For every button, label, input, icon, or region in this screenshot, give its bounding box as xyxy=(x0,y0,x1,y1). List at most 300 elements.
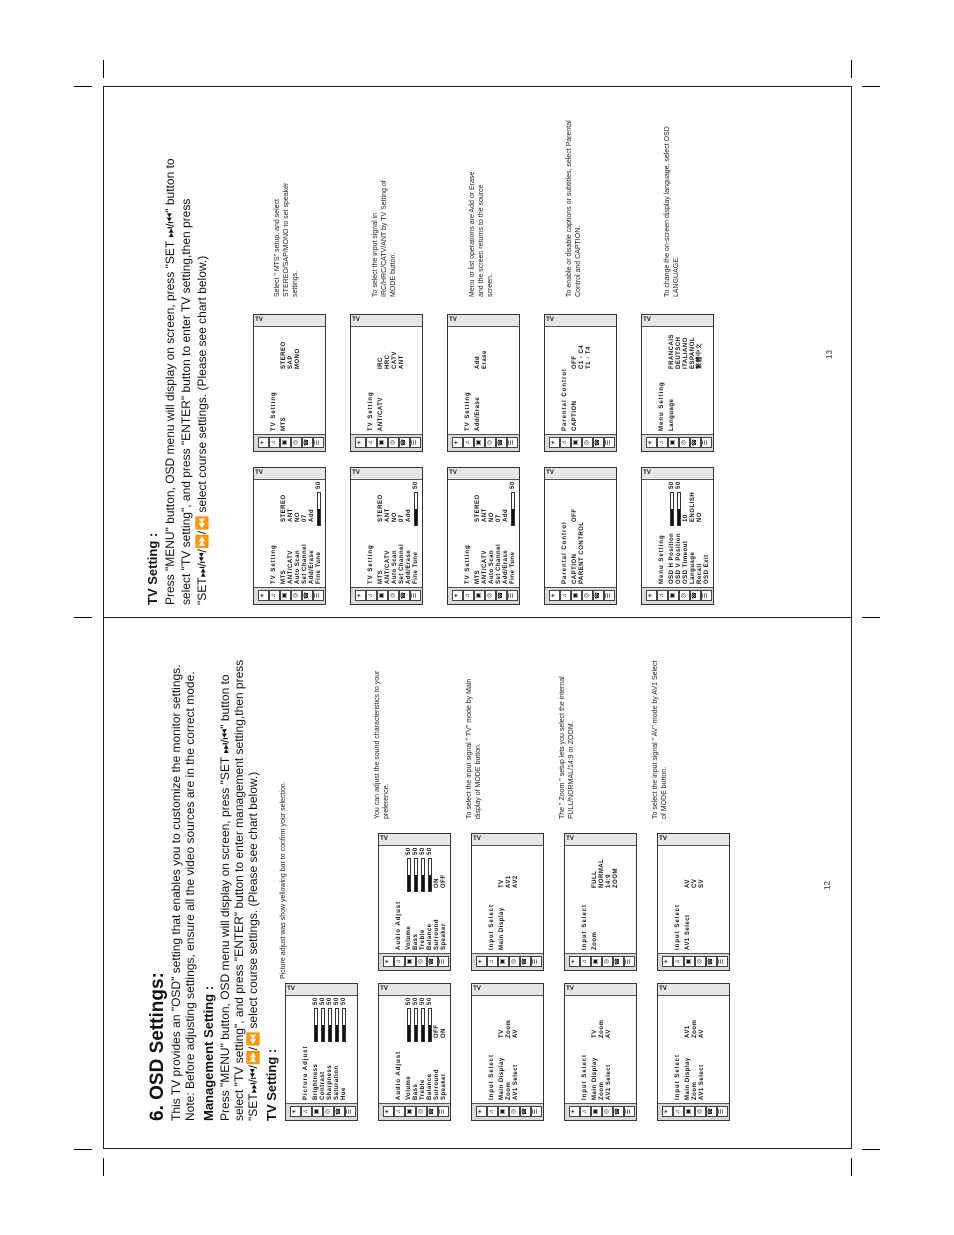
osd-row-label: Language xyxy=(669,398,675,431)
osd-row-label: Speaker xyxy=(441,1073,447,1100)
osd-row-value: OFF xyxy=(441,874,447,888)
osd-menu-icon: ☰ xyxy=(507,590,518,601)
osd-menu-icon: ◎ xyxy=(582,437,593,448)
osd-row xyxy=(496,480,503,584)
osd-row-value: Zoom xyxy=(692,1019,698,1038)
rotated-spread xyxy=(103,86,852,1149)
osd-row xyxy=(506,996,513,1100)
osd-row xyxy=(281,327,288,431)
osd-menu-icon: ☀ xyxy=(646,590,657,601)
osd-row xyxy=(295,480,302,584)
osd-icon-bar xyxy=(658,1103,729,1120)
osd-row-value: AV xyxy=(685,879,691,888)
osd-footer-bar xyxy=(565,984,636,996)
osd-menu-icon: ☎ xyxy=(593,590,604,601)
osd-row xyxy=(699,846,706,950)
osd-title: TV Setting xyxy=(368,544,374,584)
tv-text-1: Press "MENU" button, OSD menu will display on screen, press "SET ⏭/⏮" button to xyxy=(163,158,177,605)
osd-level-bar xyxy=(321,1008,325,1042)
osd-row xyxy=(685,996,692,1100)
osd-menu-icon: ☀ xyxy=(662,956,673,967)
osd-level-fill xyxy=(343,1025,345,1041)
osd-row-value: AV2 xyxy=(513,875,519,888)
osd-row-value: 50 xyxy=(406,847,412,855)
osd-footer-label: TV xyxy=(643,469,651,476)
osd-row-label: ANT/CATV xyxy=(378,397,384,431)
osd-menu-icon: ♫ xyxy=(487,1106,498,1117)
osd-row-value: ANT xyxy=(385,508,391,522)
osd-icon-bar xyxy=(254,587,325,604)
osd-row xyxy=(313,996,320,1100)
osd-row xyxy=(482,327,489,431)
osd-icon-bar xyxy=(379,953,450,970)
osd-row-value: ZOOM xyxy=(613,868,619,888)
osd-row-value: 50 xyxy=(406,997,412,1005)
note-picture: Picture adjust was show yellowing bar to confirm your selection. xyxy=(280,781,287,979)
osd-row-value: Zoom xyxy=(506,1019,512,1038)
osd-menu-icon: ◎ xyxy=(679,590,690,601)
osd-row-label: OSD H Position xyxy=(669,532,675,584)
osd-row-label: Volume xyxy=(406,1075,412,1100)
osd-icon-bar xyxy=(642,587,713,604)
osd-menu-icon: ◎ xyxy=(582,590,593,601)
osd-footer-bar xyxy=(658,834,729,846)
osd-row-label: MTS xyxy=(281,569,287,584)
osd-menu-icon: ♫ xyxy=(366,437,377,448)
osd-menu-icon: ◎ xyxy=(509,1106,520,1117)
osd-level-fill xyxy=(315,1025,317,1041)
osd-menu-icon: ☀ xyxy=(258,437,269,448)
osd-row xyxy=(413,846,420,950)
osd-level-bar xyxy=(428,858,432,892)
osd-icon-bar xyxy=(254,434,325,451)
osd-row-value: 50 xyxy=(427,997,433,1005)
osd-icon-bar xyxy=(642,434,713,451)
osd-menu-icon: ☎ xyxy=(427,956,438,967)
osd-row-value: 50 xyxy=(413,997,419,1005)
osd-row-label: Fine Tune xyxy=(510,551,516,584)
osd-menu-icon: ◎ xyxy=(485,590,496,601)
osd-title: TV Setting xyxy=(465,391,471,431)
osd-menu-icon: ♫ xyxy=(657,437,668,448)
osd-menu-icon: ▣ xyxy=(668,437,679,448)
osd-row-value: ITALIANO xyxy=(683,337,689,369)
osd-row xyxy=(592,846,599,950)
osd-footer-bar xyxy=(642,468,713,480)
osd-row-label: Zoom xyxy=(599,1081,605,1100)
osd-row xyxy=(572,480,579,584)
osd-level-fill xyxy=(415,1025,417,1041)
osd-menu-icon: ♫ xyxy=(560,437,571,448)
osd-level-fill xyxy=(512,509,514,525)
osd-footer-label: TV xyxy=(659,835,667,842)
osd-row xyxy=(295,327,302,431)
osd-row-label: ANT/CATV xyxy=(288,550,294,584)
osd-level-bar xyxy=(677,492,681,526)
osd-menu-icon: ♫ xyxy=(269,437,280,448)
intro-line-1: This TV provides an "OSD" setting that enables you to customize the monitor settings. xyxy=(169,664,183,1121)
osd-footer-label: TV xyxy=(287,985,295,992)
osd-row-value: STEREO xyxy=(475,494,481,522)
osd-row-value: 50 xyxy=(510,481,516,489)
osd-menu-icon: ◎ xyxy=(602,956,613,967)
osd-row xyxy=(699,996,706,1100)
osd-menu-icon: ▣ xyxy=(684,956,695,967)
osd-menu-icon: ☰ xyxy=(410,590,421,601)
osd-menu-icon: ☎ xyxy=(302,437,313,448)
osd-row-value: AV1 xyxy=(685,1025,691,1038)
osd-footer-label: TV xyxy=(659,985,667,992)
osd-level-fill xyxy=(408,875,410,891)
osd-footer-bar xyxy=(565,834,636,846)
osd-menu-screen xyxy=(641,314,714,452)
osd-row xyxy=(513,996,520,1100)
osd-icon-bar xyxy=(658,953,729,970)
osd-menu-screen xyxy=(471,833,544,971)
osd-row-value: 07 xyxy=(302,514,308,522)
osd-menu-icon: ▣ xyxy=(591,1106,602,1117)
osd-menu-icon: ◎ xyxy=(509,956,520,967)
osd-row xyxy=(586,327,593,431)
osd-row-value: 10 xyxy=(683,514,689,522)
osd-menu-icon: ◎ xyxy=(416,1106,427,1117)
osd-row xyxy=(341,996,348,1100)
osd-row-label: Zoom xyxy=(506,1081,512,1100)
osd-row-label: Main Display xyxy=(685,1057,691,1100)
osd-row-value: 50 xyxy=(420,847,426,855)
osd-row-label: Main Display xyxy=(499,1057,505,1100)
osd-menu-icon: ☰ xyxy=(313,590,324,601)
osd-row xyxy=(676,480,683,584)
osd-level-fill xyxy=(429,1025,431,1041)
osd-level-fill xyxy=(422,1025,424,1041)
osd-menu-icon: ☀ xyxy=(646,437,657,448)
osd-row-label: AV1 Select xyxy=(685,914,691,950)
osd-row-label: AV1 Select xyxy=(513,1064,519,1100)
osd-level-bar xyxy=(421,1008,425,1042)
osd-icon-bar xyxy=(351,587,422,604)
osd-level-fill xyxy=(329,1025,331,1041)
osd-level-bar xyxy=(511,492,515,526)
osd-menu-icon: ♫ xyxy=(487,956,498,967)
osd-menu-icon: ☰ xyxy=(313,437,324,448)
osd-row-value: NO xyxy=(392,512,398,522)
osd-menu-icon: ☰ xyxy=(531,1106,542,1117)
osd-row xyxy=(288,480,295,584)
osd-menu-icon: ☰ xyxy=(345,1106,356,1117)
osd-menu-icon: ☀ xyxy=(258,590,269,601)
osd-menu-icon: ☎ xyxy=(496,437,507,448)
osd-icon-bar xyxy=(286,1103,357,1120)
osd-menu-icon: ▣ xyxy=(571,590,582,601)
osd-menu-icon: ☰ xyxy=(717,956,728,967)
note-input: To select the input signal " TV" mode by Main display of MODE button. xyxy=(466,678,482,819)
osd-row xyxy=(513,846,520,950)
osd-menu-icon: ☎ xyxy=(496,590,507,601)
osd-row-value: ENGLISH xyxy=(690,491,696,522)
osd-row-value: NORMAL xyxy=(599,858,605,888)
osd-menu-icon: ♫ xyxy=(560,590,571,601)
osd-footer-label: TV xyxy=(566,985,574,992)
osd-menu-screen xyxy=(378,833,451,971)
osd-row-label: Fine Tune xyxy=(316,551,322,584)
osd-row-label: MTS xyxy=(378,569,384,584)
crop-mark xyxy=(862,617,880,618)
osd-row-label: Zoom xyxy=(692,1081,698,1100)
osd-menu-icon: ☀ xyxy=(549,590,560,601)
osd-menu-icon: ☰ xyxy=(604,590,615,601)
osd-row-value: 50 xyxy=(313,997,319,1005)
osd-title: Input Select xyxy=(489,1053,495,1100)
osd-menu-icon: ♫ xyxy=(301,1106,312,1117)
osd-row-value: OFF xyxy=(434,1024,440,1038)
osd-title: Parental Control xyxy=(562,521,568,584)
osd-icon-bar xyxy=(351,434,422,451)
osd-row xyxy=(434,996,441,1100)
osd-menu-icon: ▣ xyxy=(474,437,485,448)
osd-footer-label: TV xyxy=(449,469,457,476)
osd-row-value: AV1 xyxy=(506,875,512,888)
osd-row-label: Saturation xyxy=(334,1065,340,1100)
osd-footer-label: TV xyxy=(643,316,651,323)
osd-row-label: Set Channel xyxy=(302,543,308,584)
osd-menu-icon: ☎ xyxy=(302,590,313,601)
note-audio: You can adjust the sound characteristics to your preference. xyxy=(374,670,390,819)
osd-row-label: Brightness xyxy=(313,1063,319,1100)
osd-row-value: AV xyxy=(699,1029,705,1038)
osd-row xyxy=(392,480,399,584)
osd-menu-screen xyxy=(657,983,730,1121)
osd-row xyxy=(579,480,586,584)
osd-row xyxy=(683,327,690,431)
osd-menu-icon: ◎ xyxy=(416,956,427,967)
osd-row xyxy=(692,846,699,950)
osd-row-label: Bass xyxy=(413,1083,419,1100)
osd-row xyxy=(499,846,506,950)
osd-menu-icon: ☎ xyxy=(399,590,410,601)
osd-menu-icon: ▣ xyxy=(312,1106,323,1117)
osd-level-fill xyxy=(415,875,417,891)
osd-row xyxy=(392,327,399,431)
osd-row-value: 50 xyxy=(413,481,419,489)
osd-row-value: OFF xyxy=(572,355,578,369)
osd-menu-screen xyxy=(564,833,637,971)
osd-level-bar xyxy=(342,1008,346,1042)
osd-row-label: CAPTION xyxy=(572,553,578,584)
osd-menu-icon: ▣ xyxy=(591,956,602,967)
note-adderase: Menu or list operations are Add or Erase and the screen returns to the source screen. xyxy=(469,171,494,297)
osd-title: Menu Setting xyxy=(659,381,665,431)
osd-title: TV Setting xyxy=(465,544,471,584)
osd-icon-bar xyxy=(565,953,636,970)
osd-level-fill xyxy=(322,1025,324,1041)
osd-menu-icon: ▣ xyxy=(668,590,679,601)
osd-row-label: Surround xyxy=(434,1069,440,1100)
osd-level-bar xyxy=(414,1008,418,1042)
osd-row xyxy=(579,327,586,431)
osd-level-bar xyxy=(314,1008,318,1042)
osd-level-bar xyxy=(407,858,411,892)
osd-row xyxy=(475,480,482,584)
crop-mark xyxy=(851,60,852,78)
osd-menu-screen xyxy=(447,467,520,605)
osd-row xyxy=(704,480,711,584)
osd-menu-icon: ◎ xyxy=(602,1106,613,1117)
osd-row-label: AV1 Select xyxy=(606,1064,612,1100)
osd-row xyxy=(685,846,692,950)
osd-row xyxy=(427,846,434,950)
note-mts: Select " MTS" setup, and select STEREO/SAP/MONO to set speaker settings. xyxy=(274,182,299,297)
osd-row-value: 50 xyxy=(334,997,340,1005)
osd-row-label: ANT/CATV xyxy=(385,550,391,584)
osd-menu-icon: ♫ xyxy=(580,1106,591,1117)
osd-menu-icon: ▣ xyxy=(498,956,509,967)
osd-level-bar xyxy=(414,858,418,892)
osd-footer-label: TV xyxy=(449,316,457,323)
osd-row-value: FULL xyxy=(592,870,598,888)
osd-row-label: Add/Erase xyxy=(309,549,315,584)
osd-row-label: AV1 Select xyxy=(699,1064,705,1100)
osd-menu-icon: ☎ xyxy=(520,1106,531,1117)
osd-footer-label: TV xyxy=(473,985,481,992)
osd-row-value: 50 xyxy=(427,847,433,855)
note-zoom: The " Zoom " setup lets you select the internal FULL/NORMAL/14:9 or ZOOM. xyxy=(559,676,575,819)
osd-row xyxy=(385,327,392,431)
osd-row xyxy=(683,480,690,584)
osd-level-bar xyxy=(407,1008,411,1042)
osd-row xyxy=(334,996,341,1100)
osd-row xyxy=(506,846,513,950)
osd-settings-heading: 6. OSD Settings: xyxy=(147,972,168,1121)
osd-menu-screen xyxy=(544,314,617,452)
note-antcatv: To select the input signal in IRC/HRC/CATV/ANT by TV Setting of MODE button. xyxy=(372,180,397,297)
osd-row-value: MONO xyxy=(295,348,301,369)
osd-row-value: 50 xyxy=(413,847,419,855)
osd-row-value: 50 xyxy=(316,481,322,489)
osd-title: TV Setting xyxy=(368,391,374,431)
osd-row xyxy=(697,327,704,431)
osd-footer-label: TV xyxy=(255,469,263,476)
osd-menu-screen xyxy=(564,983,637,1121)
osd-row xyxy=(606,846,613,950)
osd-row xyxy=(690,480,697,584)
osd-row-value: NO xyxy=(295,512,301,522)
osd-row xyxy=(413,480,420,584)
osd-row-value: OFF xyxy=(572,508,578,522)
osd-footer-bar xyxy=(642,315,713,327)
osd-row xyxy=(406,480,413,584)
osd-row-label: Balance xyxy=(427,1073,433,1100)
osd-footer-label: TV xyxy=(380,985,388,992)
osd-menu-icon: ☰ xyxy=(604,437,615,448)
osd-level-bar xyxy=(414,492,418,526)
osd-row xyxy=(592,996,599,1100)
osd-menu-icon: ▣ xyxy=(405,956,416,967)
osd-row xyxy=(599,996,606,1100)
osd-row-label: PARENT CONTROL xyxy=(579,521,585,584)
osd-footer-label: TV xyxy=(473,835,481,842)
osd-menu-icon: ☎ xyxy=(399,437,410,448)
osd-menu-icon: ☀ xyxy=(383,956,394,967)
osd-row-label: Speaker xyxy=(441,923,447,950)
osd-menu-icon: ◎ xyxy=(485,437,496,448)
osd-row-value: 14:9 xyxy=(606,873,612,888)
osd-row-label: Zoom xyxy=(592,931,598,950)
osd-row xyxy=(320,996,327,1100)
osd-menu-icon: ▣ xyxy=(280,590,291,601)
osd-row-value: Erase xyxy=(482,350,488,369)
osd-menu-icon: ☀ xyxy=(355,437,366,448)
crop-mark xyxy=(74,1149,92,1150)
osd-row-value: AV xyxy=(513,1029,519,1038)
osd-level-fill xyxy=(671,509,673,525)
osd-row xyxy=(489,480,496,584)
osd-menu-icon: ♫ xyxy=(673,956,684,967)
osd-menu-icon: ♫ xyxy=(463,590,474,601)
osd-menu-icon: ☰ xyxy=(701,590,712,601)
osd-menu-icon: ▣ xyxy=(498,1106,509,1117)
osd-row-label: Treble xyxy=(420,929,426,950)
osd-menu-icon: ☎ xyxy=(690,590,701,601)
osd-row xyxy=(378,327,385,431)
osd-level-fill xyxy=(336,1025,338,1041)
osd-row xyxy=(378,480,385,584)
osd-menu-icon: ▣ xyxy=(571,437,582,448)
osd-icon-bar xyxy=(472,1103,543,1120)
osd-level-fill xyxy=(408,1025,410,1041)
tv-text-3: "SET⏭/⏮/⏩/⏪ select course settings. (Please see chart below.) xyxy=(195,255,209,605)
osd-level-fill xyxy=(429,875,431,891)
osd-row xyxy=(482,480,489,584)
osd-row-label: OSD Timeout xyxy=(683,540,689,584)
osd-row-label: Main Display xyxy=(499,907,505,950)
osd-menu-icon: ☰ xyxy=(717,1106,728,1117)
osd-row-value: TV xyxy=(499,1029,505,1038)
osd-row-label: Contrast xyxy=(320,1071,326,1100)
osd-title: Menu Setting xyxy=(659,534,665,584)
crop-mark xyxy=(74,86,92,87)
osd-icon-bar xyxy=(448,587,519,604)
osd-row-value: 繁體中文 xyxy=(697,342,703,369)
osd-level-fill xyxy=(318,509,320,525)
osd-menu-screen xyxy=(350,467,423,605)
osd-menu-icon: ☀ xyxy=(452,590,463,601)
osd-menu-screen xyxy=(657,833,730,971)
osd-menu-icon: ◎ xyxy=(291,437,302,448)
osd-row-value: ANT xyxy=(399,355,405,369)
osd-row-label: Fine Tune xyxy=(413,551,419,584)
osd-row-label: Surround xyxy=(434,919,440,950)
osd-footer-bar xyxy=(351,468,422,480)
osd-title: Input Select xyxy=(582,903,588,950)
osd-menu-icon: ☰ xyxy=(438,956,449,967)
page-number-12: 12 xyxy=(823,881,832,890)
osd-menu-icon: ☰ xyxy=(507,437,518,448)
osd-row-label: CAPTION xyxy=(572,400,578,431)
page-13 xyxy=(103,86,852,617)
tv-setting-heading: TV Setting : xyxy=(264,1048,279,1121)
osd-menu-icon: ☰ xyxy=(624,956,635,967)
osd-row-value: ANT xyxy=(288,508,294,522)
osd-menu-icon: ♫ xyxy=(673,1106,684,1117)
osd-menu-screen xyxy=(471,983,544,1121)
osd-row xyxy=(281,480,288,584)
osd-row-value: 50 xyxy=(420,997,426,1005)
osd-menu-screen xyxy=(544,467,617,605)
osd-menu-icon: ◎ xyxy=(695,956,706,967)
osd-row xyxy=(406,846,413,950)
osd-row-label: Auto Scan xyxy=(295,549,301,584)
